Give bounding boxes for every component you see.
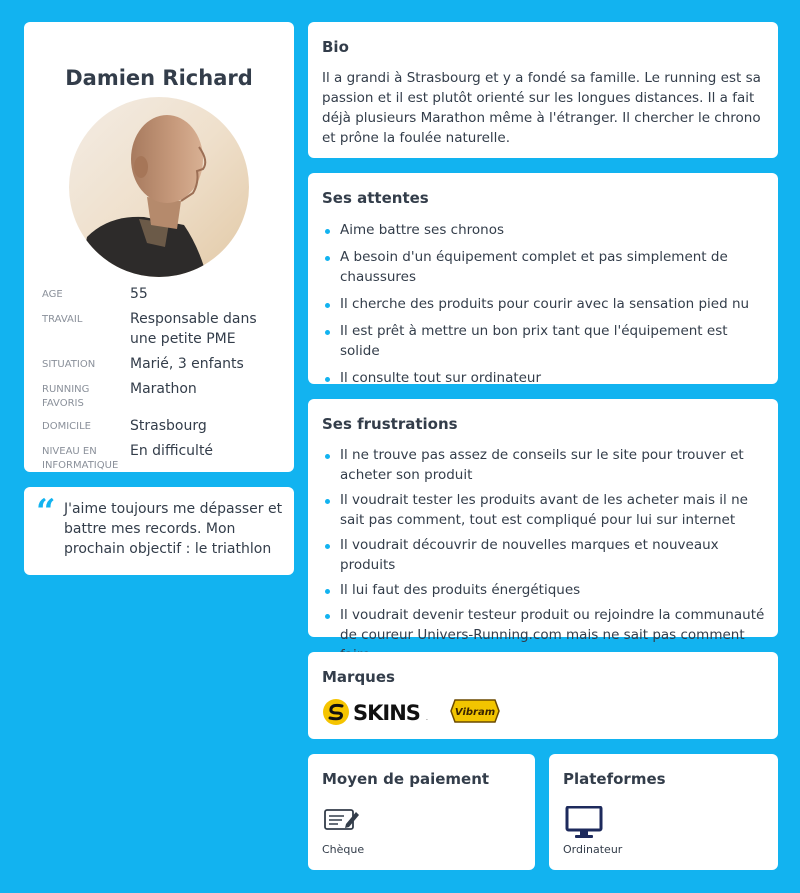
avatar <box>69 97 249 277</box>
svg-text:SKINS: SKINS <box>353 701 420 725</box>
monitor-icon <box>565 806 605 844</box>
info-label: DOMICILE <box>42 421 91 432</box>
list-item: A besoin d'un équipement complet et pas simplement de chaussures <box>322 247 770 287</box>
profile-info <box>42 284 282 478</box>
info-row-running-favoris <box>42 379 282 411</box>
info-value: 55 <box>130 286 148 302</box>
info-value: Strasbourg <box>130 418 207 434</box>
skins-logo <box>322 698 434 730</box>
marques-title: Marques <box>322 668 395 686</box>
bio-card <box>308 22 778 158</box>
info-value: Marathon <box>130 381 197 397</box>
svg-text:Vibram: Vibram <box>454 707 496 718</box>
info-row-age <box>42 284 282 304</box>
info-row-situation <box>42 354 282 374</box>
paiement-card <box>308 754 535 870</box>
list-item: Il cherche des produits pour courir avec la sensation pied nu <box>322 294 770 314</box>
list-item: Il consulte tout sur ordinateur <box>322 368 770 388</box>
frustrations-card <box>308 399 778 643</box>
attentes-card <box>308 173 778 384</box>
marques-card <box>308 652 778 739</box>
list-item: Il ne trouve pas assez de conseils sur le site pour trouver et acheter son produit <box>322 445 770 485</box>
info-label: NIVEAU EN INFORMATIQUE <box>42 446 119 471</box>
bio-text: Il a grandi à Strasbourg et y a fondé sa famille. Le running est sa passion et il est plutôt orienté sur les longues distances. Il a fait déjà plusieurs Marathon même à l'étranger. Il chercher le chrono et prône la foulée naturelle. <box>322 70 761 146</box>
list-item: Il voudrait devenir testeur produit ou rejoindre la communauté de coureur Univers-Running.com mais ne sait pas comment <box>322 605 770 665</box>
info-label: AGE <box>42 289 63 300</box>
quote-text: J'aime toujours me dépasser et battre mes records. Mon prochain objectif : le triathlon <box>64 501 283 557</box>
avatar-photo <box>69 97 249 277</box>
profile-name: Damien Richard <box>65 66 253 90</box>
paiement-title: Moyen de paiement <box>322 770 490 788</box>
attentes-title: Ses attentes <box>322 189 429 207</box>
vibram-logo <box>449 696 501 730</box>
profile-card <box>24 22 294 472</box>
list-item: Aime battre ses chronos <box>322 220 770 240</box>
list-item: Il voudrait découvrir de nouvelles marques et nouveaux produits <box>322 535 770 575</box>
quote-card <box>24 487 294 575</box>
quote-icon: “ <box>36 492 56 532</box>
paiement-label: Chèque <box>322 843 365 856</box>
info-value: Marié, 3 enfants <box>130 356 244 372</box>
info-row-niveau-informatique <box>42 441 282 473</box>
plateformes-card <box>549 754 778 870</box>
plateformes-label: Ordinateur <box>563 843 623 856</box>
info-row-domicile <box>42 416 282 436</box>
attentes-list <box>322 220 770 395</box>
plateformes-title: Plateformes <box>563 770 666 788</box>
list-item: Il est prêt à mettre un bon prix tant que l'équipement est solide <box>322 321 770 361</box>
info-value: En difficulté <box>130 443 214 459</box>
frustrations-list <box>322 445 770 670</box>
info-row-travail <box>42 309 282 349</box>
list-item: Il lui faut des produits énergétiques <box>322 580 770 600</box>
bio-title: Bio <box>322 38 349 56</box>
cheque-icon <box>324 806 360 836</box>
info-value: Responsable dans une petite PME <box>130 311 257 347</box>
info-label: RUNNING FAVORIS <box>42 384 90 409</box>
info-label: TRAVAIL <box>42 314 83 325</box>
info-label: SITUATION <box>42 359 96 370</box>
frustrations-title: Ses frustrations <box>322 415 458 433</box>
list-item: Il voudrait tester les produits avant de les acheter mais il ne sait pas comment, tout est compliqué pour lui sur internet <box>322 490 770 530</box>
svg-text:.: . <box>426 715 428 722</box>
